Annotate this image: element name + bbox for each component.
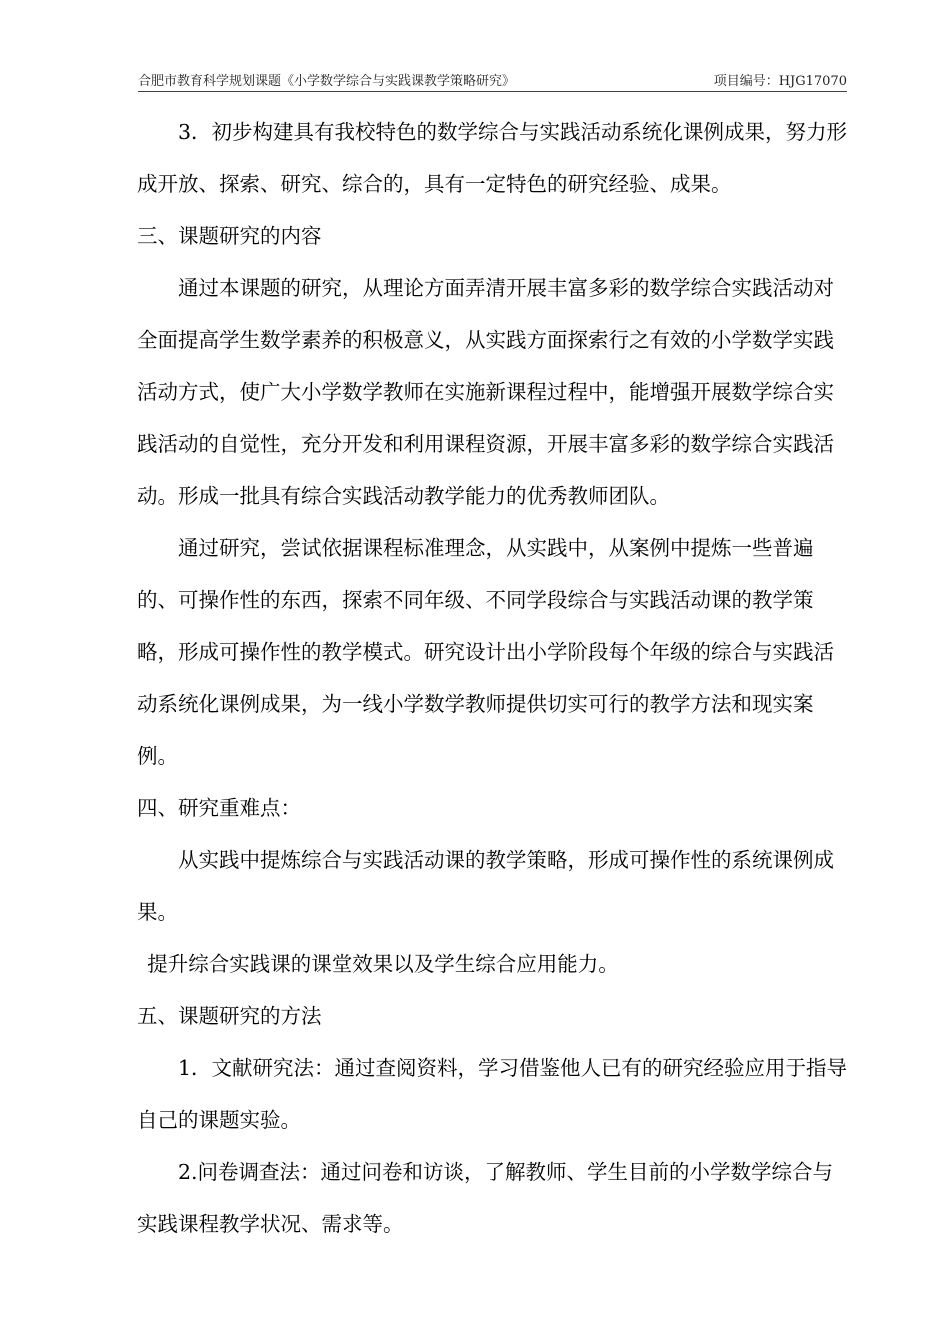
section-heading-methods: 五、课题研究的方法 bbox=[137, 1004, 322, 1028]
paragraph-content-2: 通过研究，尝试依据课程标准理念，从实践中，从案例中提炼一些普遍的、可操作性的东西，探索不同年级、不同学段综合与实践活动课的教学策略，形成可操作性的教学模式。研究设计出小学阶段每个年级的综合与实践活动系统化课例成果，为一线小学数学教师提供切实可行的教学方法和现实案例。 bbox=[137, 536, 834, 768]
document-body bbox=[137, 106, 853, 1250]
paragraph-content-1: 通过本课题的研究，从理论方面弄清开展丰富多彩的数学综合实践活动对全面提高学生数学素养的积极意义，从实践方面探索行之有效的小学数学实践活动方式，使广大小学数学教师在实施新课程过程中，能增强开展数学综合实践活动的自觉性，充分开发和利用课程资源，开展丰富多彩的数学综合实践活动。形成一批具有综合实践活动教学能力的优秀教师团队。 bbox=[137, 276, 834, 508]
paragraph-method-1: 1．文献研究法：通过查阅资料，学习借鉴他人已有的研究经验应用于指导自己的课题实验。 bbox=[137, 1056, 848, 1132]
header-project-title: 合肥市教育科学规划课题《小学数学综合与实践课教学策略研究》 bbox=[138, 74, 516, 89]
paragraph-goal-3: 3．初步构建具有我校特色的数学综合与实践活动系统化课例成果，努力形成开放、探索、研究、综合的，具有一定特色的研究经验、成果。 bbox=[137, 120, 848, 196]
paragraph-method-2: 2.问卷调查法：通过问卷和访谈，了解教师、学生目前的小学数学综合与实践课程教学状况、需求等。 bbox=[137, 1160, 834, 1236]
header-divider bbox=[138, 91, 847, 92]
paragraph-key-point-2: 提升综合实践课的课堂效果以及学生综合应用能力。 bbox=[147, 952, 619, 976]
page-header bbox=[138, 64, 847, 92]
section-heading-content: 三、课题研究的内容 bbox=[137, 224, 322, 248]
section-heading-key-points: 四、研究重难点： bbox=[137, 796, 301, 820]
paragraph-key-point-1: 从实践中提炼综合与实践活动课的教学策略，形成可操作性的系统课例成果。 bbox=[137, 848, 834, 924]
header-project-number: 项目编号：HJG17070 bbox=[713, 74, 847, 89]
